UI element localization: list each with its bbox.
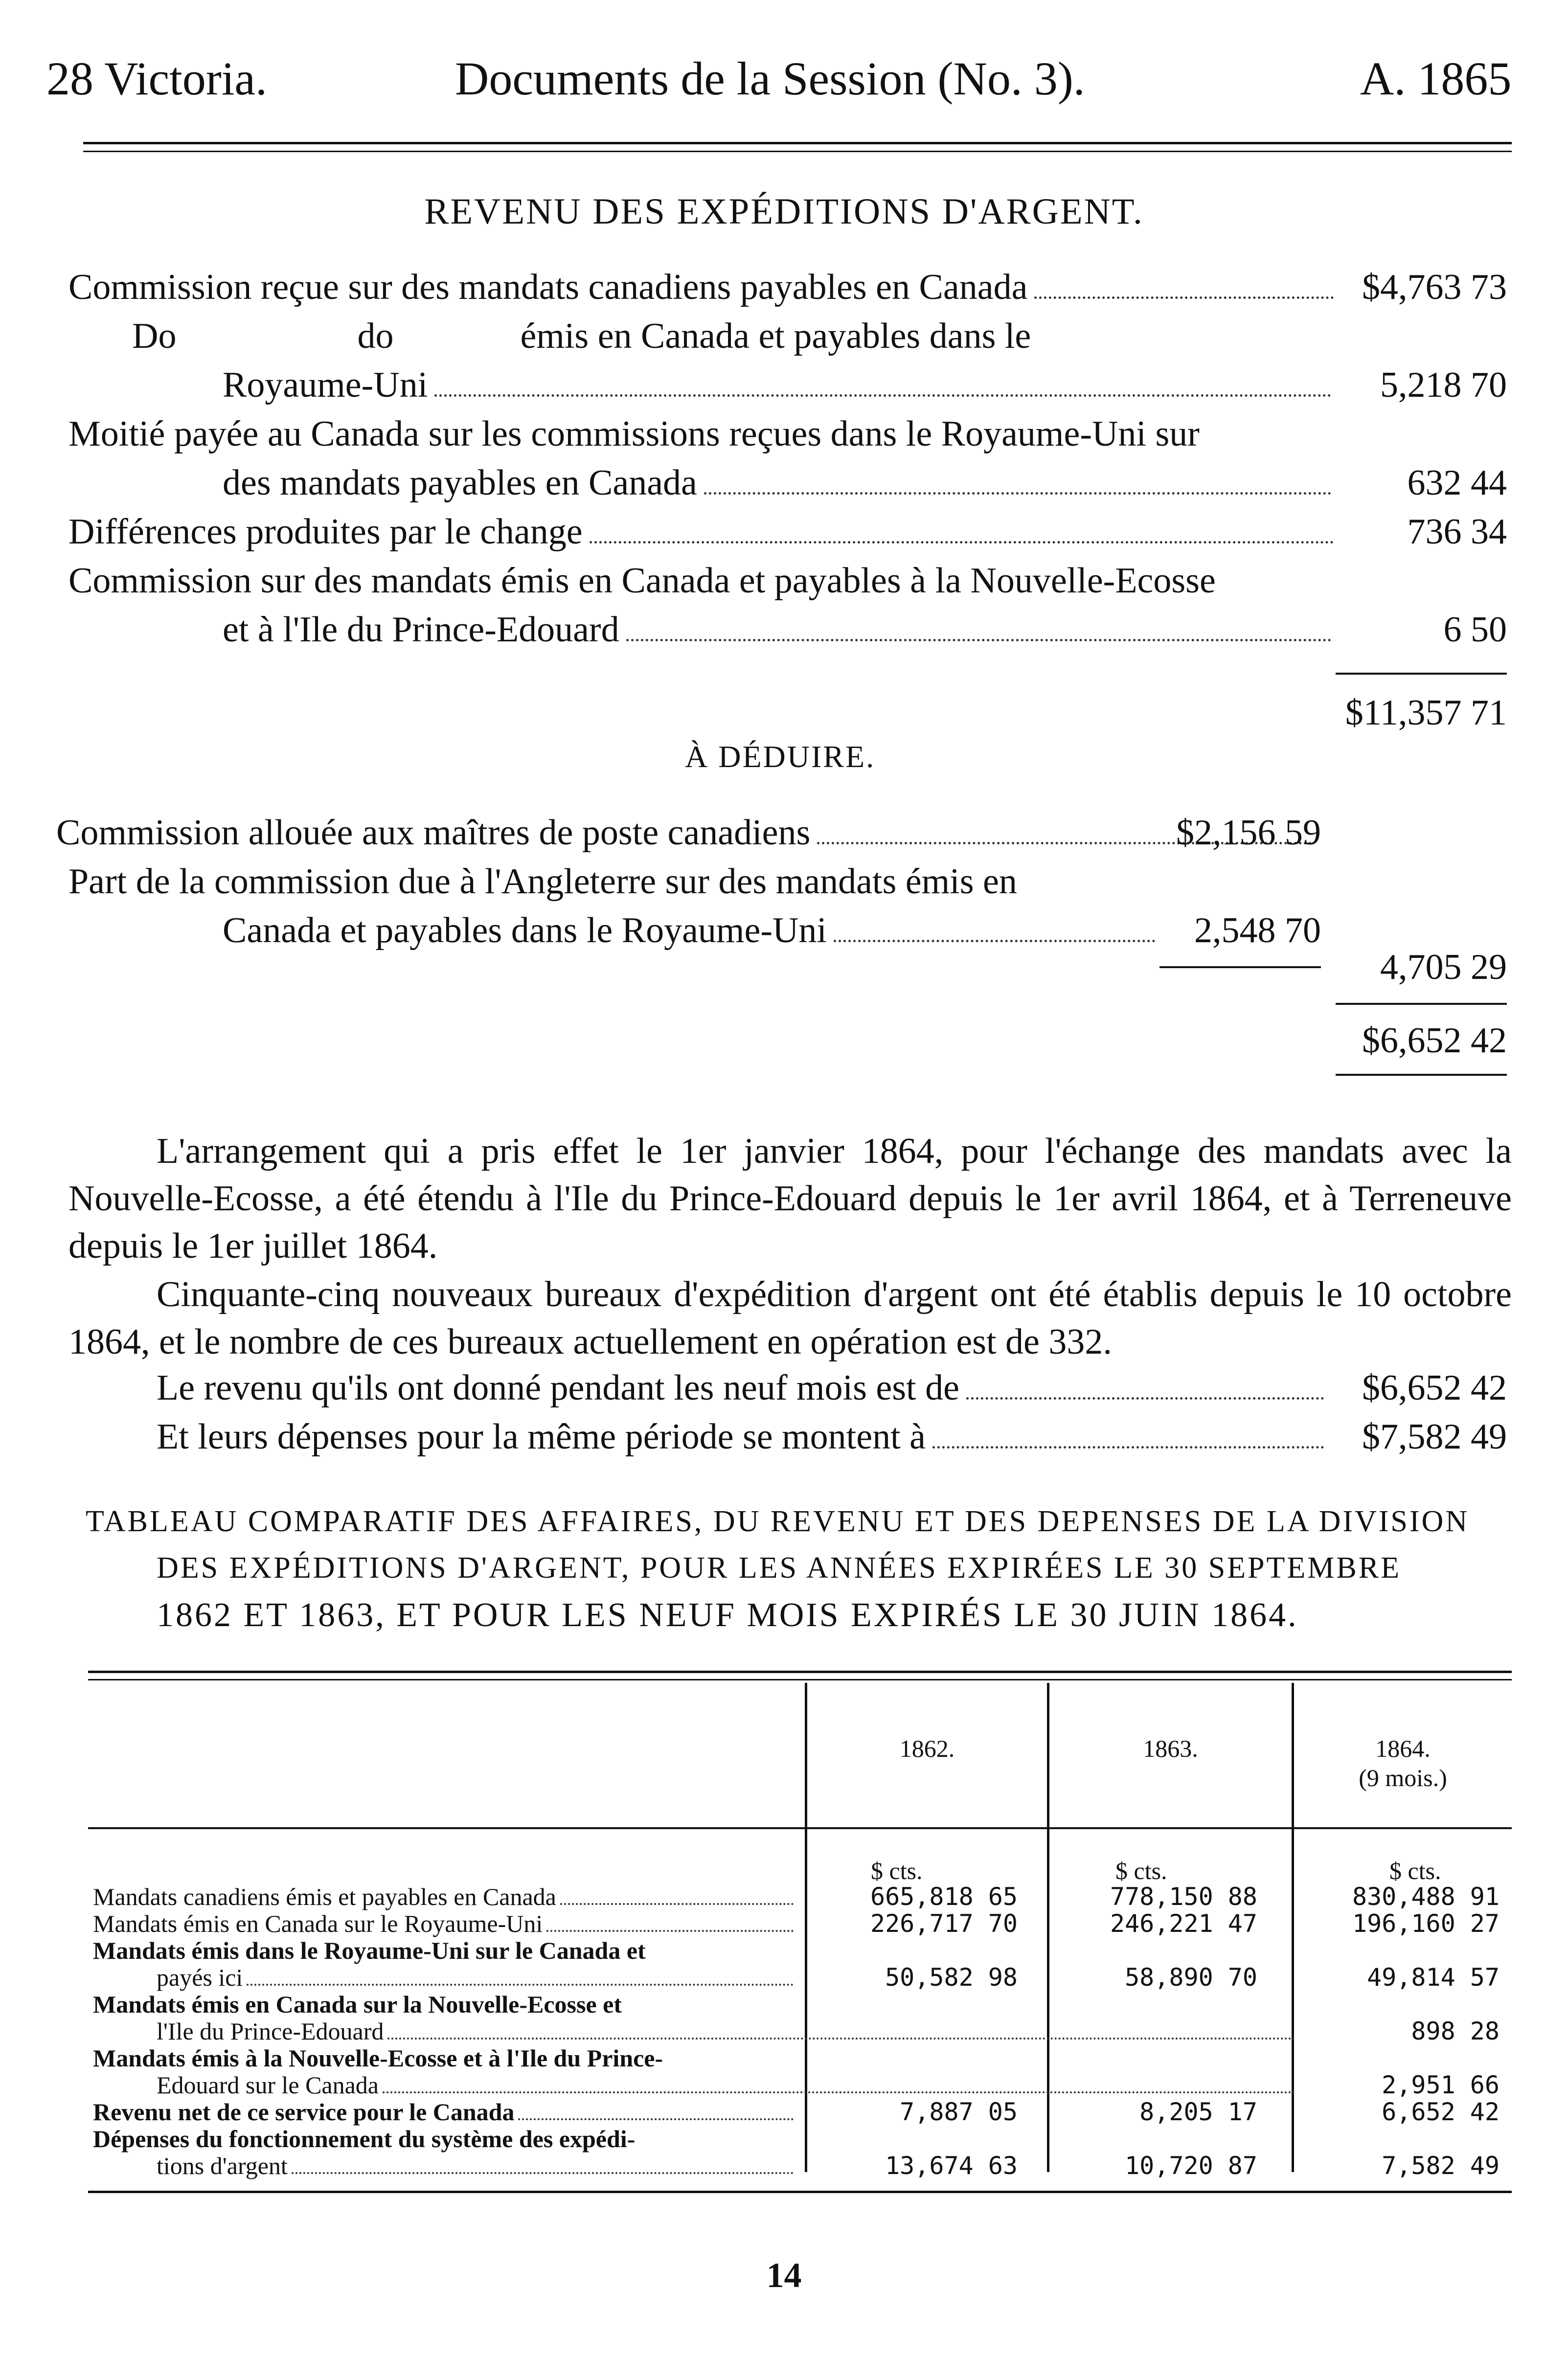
revenue-item-1 (68, 267, 1341, 308)
table-rule-top-2 (88, 1679, 1512, 1680)
revenue-item-2-line1: Do do émis en Canada et payables dans le (132, 316, 1031, 356)
table-row-1-label: Mandats canadiens émis et payables en Canada (93, 1882, 797, 1911)
table-row-2-1863: 246,221 47 (1110, 1909, 1257, 1938)
table-header-rule (88, 1827, 1512, 1829)
expense-nine-months-amount: $7,582 49 (1362, 1417, 1507, 1457)
deduct-rule (1159, 966, 1321, 968)
revenue-item-2-amount: 5,218 70 (1380, 365, 1507, 405)
table-row-3-1862: 50,582 98 (885, 1963, 1018, 1992)
header-rule-top (83, 142, 1512, 144)
table-row-7-1862: 13,674 63 (885, 2152, 1018, 2180)
net-revenue: $6,652 42 (1362, 1020, 1507, 1061)
net-rule-top (1336, 1003, 1507, 1005)
expense-nine-months: Et leurs dépenses pour la même période se montent à (157, 1416, 1331, 1458)
table-row-5-label-2: Edouard sur le Canada (157, 2071, 1409, 2099)
revenue-nine-months-amount: $6,652 42 (1362, 1368, 1507, 1408)
page-number: 14 (766, 2256, 802, 2295)
deduction-2-line2: Canada et payables dans le Royaume-Uni (223, 910, 1162, 952)
revenue-item-5-amount: 6 50 (1443, 610, 1507, 650)
table-row-1-1862: 665,818 65 (870, 1882, 1018, 1911)
table-row-3-label-2: payés ici (157, 1963, 797, 1992)
table-row-1-1864: 830,488 91 (1352, 1882, 1500, 1911)
header-right: A. 1865 (1360, 52, 1512, 105)
revenue-title: REVENU DES EXPÉDITIONS D'ARGENT. (424, 191, 1144, 232)
table-row-6-1864: 6,652 42 (1382, 2098, 1500, 2126)
total-rule (1336, 673, 1507, 675)
table-row-4-label-2: l'Ile du Prince-Edouard (157, 2017, 1409, 2045)
paragraph-arrangement: L'arrangement qui a pris effet le 1er janvier 1864, pour l'échange des mandats avec la Nouvelle-Ecosse, a été étendu à l'Ile du Prince-Edouard depuis le 1er avril 1864, et à Terreneuve depuis le 1er juillet 1864. (68, 1131, 1512, 1266)
table-row-2-1864: 196,160 27 (1352, 1909, 1500, 1938)
table-caption-line3: 1862 ET 1863, ET POUR LES NEUF MOIS EXPIRÉS LE 30 JUIN 1864. (157, 1596, 1298, 1634)
deduct-heading: À DÉDUIRE. (685, 739, 876, 774)
revenue-nine-months: Le revenu qu'ils ont donné pendant les neuf mois est de (157, 1367, 1331, 1409)
table-row-3-1863: 58,890 70 (1125, 1963, 1257, 1992)
unit-1863: $ cts. (1115, 1857, 1167, 1884)
deduct-total: 4,705 29 (1380, 947, 1507, 987)
table-row-1-1863: 778,150 88 (1110, 1882, 1257, 1911)
table-rule-top (88, 1671, 1512, 1673)
table-row-7-label-1: Dépenses du fonctionnement du système des expédi- (93, 2125, 636, 2153)
table-row-4-label-1: Mandats émis en Canada sur la Nouvelle-Ecosse et (93, 1991, 622, 2018)
table-row-4-1864: 898 28 (1294, 2017, 1500, 2045)
table-row-2-label: Mandats émis en Canada sur le Royaume-Uni (93, 1909, 797, 1938)
revenue-item-5-line1: Commission sur des mandats émis en Canada et payables à la Nouvelle-Ecosse (68, 561, 1216, 601)
revenue-item-4-amount: 736 34 (1407, 512, 1507, 552)
revenue-item-3-line1: Moitié payée au Canada sur les commissions reçues dans le Royaume-Uni sur (68, 414, 1200, 454)
table-row-6-1863: 8,205 17 (1139, 2098, 1257, 2126)
revenue-total: $11,357 71 (1345, 693, 1507, 733)
table-row-7-1864: 7,582 49 (1382, 2152, 1500, 2180)
table-row-7-1863: 10,720 87 (1125, 2152, 1257, 2180)
table-row-3-label-1: Mandats émis dans le Royaume-Uni sur le Canada et (93, 1937, 646, 1964)
header-left: 28 Victoria. (46, 52, 268, 105)
revenue-item-1-text: Commission reçue sur des mandats canadiens payables en Canada (68, 267, 1028, 307)
unit-1862: $ cts. (871, 1857, 923, 1884)
col-head-1862: 1862. (899, 1735, 955, 1762)
revenue-item-1-amount: $4,763 73 (1362, 267, 1507, 307)
table-caption-line2: DES EXPÉDITIONS D'ARGENT, POUR LES ANNÉES EXPIRÉES LE 30 SEPTEMBRE (157, 1551, 1401, 1585)
table-caption-line1: TABLEAU COMPARATIF DES AFFAIRES, DU REVENU ET DES DEPENSES DE LA DIVISION (86, 1505, 1470, 1538)
col-head-1864-note: (9 mois.) (1359, 1764, 1447, 1791)
header-center: Documents de la Session (No. 3). (455, 52, 1085, 105)
table-row-6-1862: 7,887 05 (900, 2098, 1018, 2126)
deduction-1-amount: $2,156 59 (1176, 813, 1321, 853)
deduction-2-amount: 2,548 70 (1194, 910, 1321, 951)
table-rule-bottom (88, 2191, 1512, 2193)
col-head-1864: 1864. (1375, 1735, 1431, 1762)
deduction-2-line1: Part de la commission due à l'Angleterre sur des mandats émis en (68, 861, 1017, 902)
revenue-item-2-line2: Royaume-Uni (223, 364, 1338, 406)
table-row-7-label-2: tions d'argent (157, 2152, 797, 2180)
revenue-item-4: Différences produites par le change (68, 511, 1341, 553)
deduction-1: Commission allouée aux maîtres de poste canadiens (56, 812, 1318, 854)
table-row-6-label: Revenu net de ce service pour le Canada (93, 2098, 797, 2126)
header-rule-bottom (83, 151, 1512, 152)
revenue-item-3-line2: des mandats payables en Canada (223, 462, 1338, 504)
table-row-5-label-1: Mandats émis à la Nouvelle-Ecosse et à l'Ile du Prince- (93, 2044, 663, 2072)
table-row-5-1864: 2,951 66 (1294, 2071, 1500, 2099)
revenue-item-5-line2: et à l'Ile du Prince-Edouard (223, 609, 1338, 651)
net-rule-bottom (1336, 1074, 1507, 1076)
revenue-item-3-amount: 632 44 (1407, 463, 1507, 503)
table-row-2-1862: 226,717 70 (870, 1909, 1018, 1938)
unit-1864: $ cts. (1389, 1857, 1441, 1884)
table-row-3-1864: 49,814 57 (1367, 1963, 1500, 1992)
col-head-1863: 1863. (1143, 1735, 1198, 1762)
paragraph-new-offices: Cinquante-cinq nouveaux bureaux d'expédition d'argent ont été établis depuis le 10 octobre 1864, et le nombre de ces bureaux actuellement en opération est de 332. (68, 1274, 1512, 1362)
